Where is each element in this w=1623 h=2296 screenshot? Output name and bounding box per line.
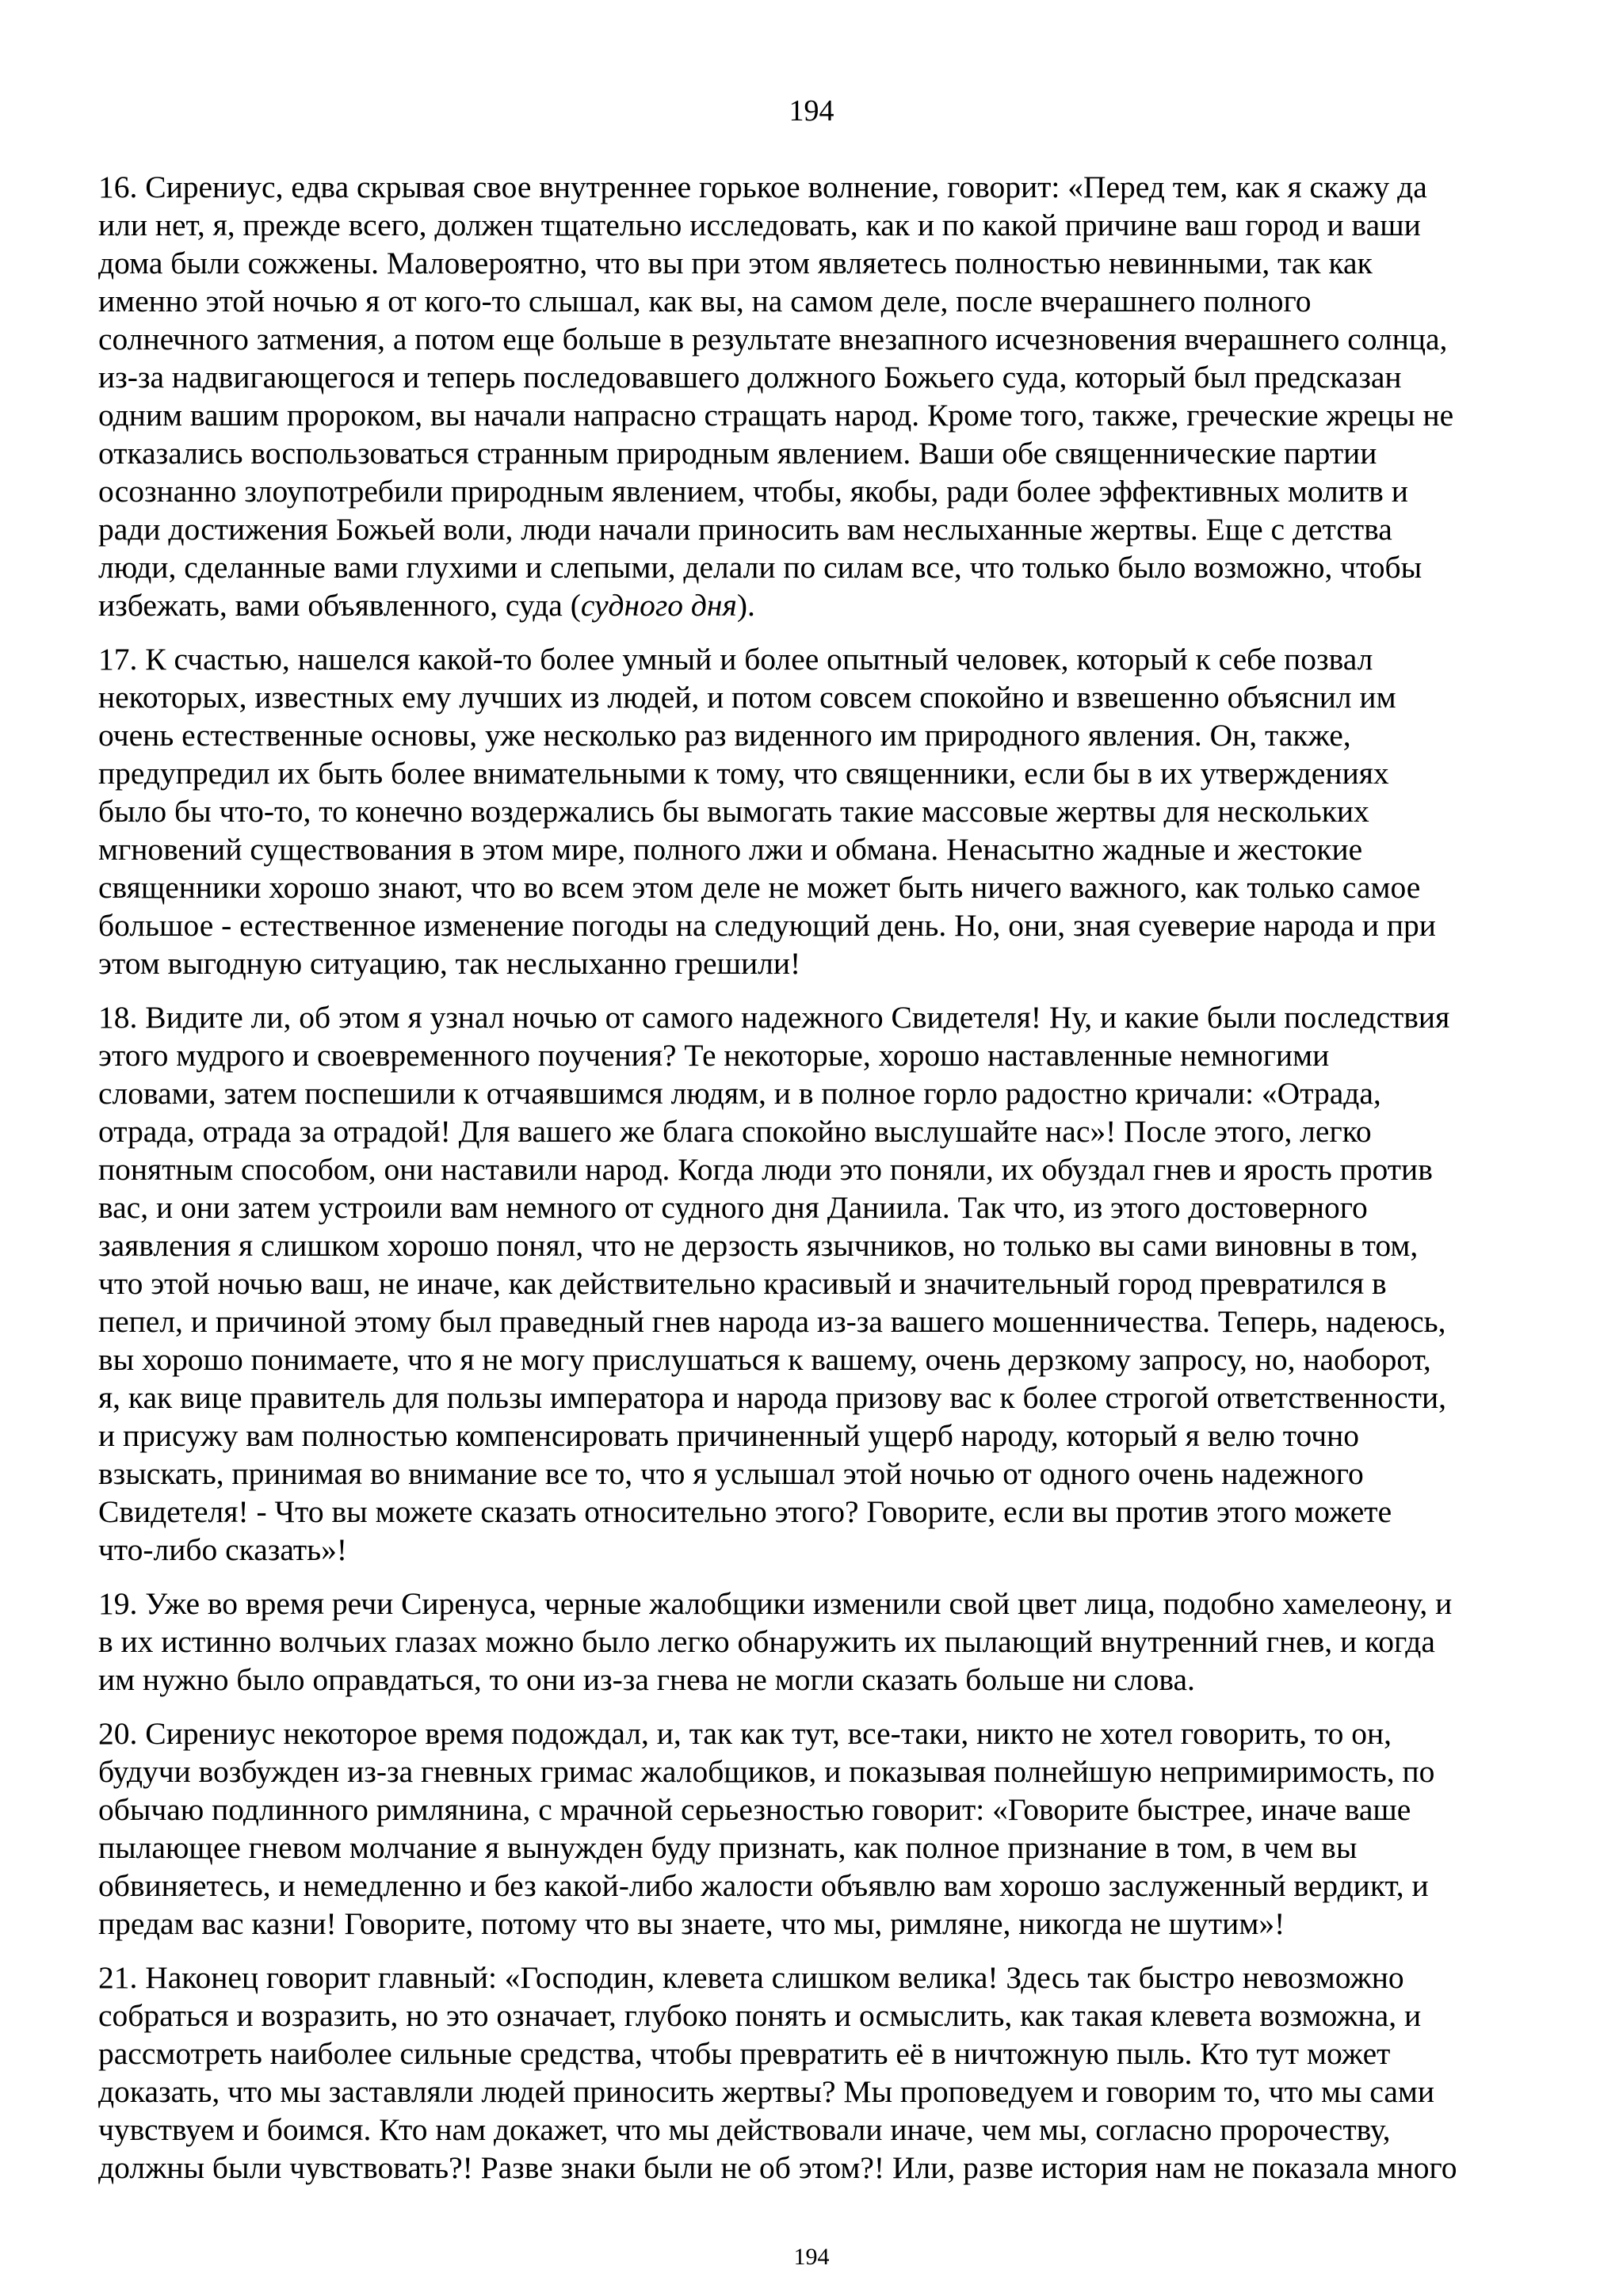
text-line: предам вас казни! Говорите, потому что вы знаете, что мы, римляне, никогда не шутим»! xyxy=(98,1906,1285,1941)
text-line: что этой ночью ваш, не иначе, как действительно красивый и значительный город превратился в xyxy=(98,1266,1387,1301)
text-line: 20. Сирениус некоторое время подождал, и, так как тут, все-таки, никто не хотел говорить, то он, xyxy=(98,1716,1392,1751)
text-line: пепел, и причиной этому был праведный гнев народа из-за вашего мошенничества. Теперь, надеюсь, xyxy=(98,1304,1446,1339)
text-line: предупредил их быть более внимательными к тому, что священники, если бы в их утверждениях xyxy=(98,756,1389,791)
text-line: обычаю подлинного римлянина, с мрачной серьезностью говорит: «Говорите быстрее, иначе ваше xyxy=(98,1792,1411,1827)
text-line: 21. Наконец говорит главный: «Господин, клевета слишком велика! Здесь так быстро невозможно xyxy=(98,1960,1404,1995)
text-line: собраться и возразить, но это означает, глубоко понять и осмыслить, как такая клевета возможна, и xyxy=(98,1998,1422,2033)
text-line: им нужно было оправдаться, то они из-за гнева не могли сказать больше ни слова. xyxy=(98,1662,1195,1697)
text-line: некоторых, известных ему лучших из людей, и потом совсем спокойно и взвешенно объяснил им xyxy=(98,680,1396,715)
text-line: этом выгодную ситуацию, так неслыханно грешили! xyxy=(98,946,801,981)
document-body xyxy=(98,168,1525,2203)
text-segment: ). xyxy=(736,588,755,623)
paragraph-21 xyxy=(98,1958,1525,2187)
text-line: взыскать, принимая во внимание все то, что я услышал этой ночью от одного очень надежного xyxy=(98,1456,1364,1491)
text-line: именно этой ночью я от кого-то слышал, как вы, на самом деле, после вчерашнего полного xyxy=(98,284,1312,318)
text-line: вы хорошо понимаете, что я не могу прислушаться к вашему, очень дерзкому запросу, но, наоборот, xyxy=(98,1342,1431,1377)
text-line: священники хорошо знают, что во всем этом деле не может быть ничего важного, как только самое xyxy=(98,870,1421,905)
text-line: вас, и они затем устроили вам немного от судного дня Даниила. Так что, из этого достоверного xyxy=(98,1190,1368,1225)
text-segment: избежать, вами объявленного, суда ( xyxy=(98,588,581,623)
text-line: 18. Видите ли, об этом я узнал ночью от самого надежного Свидетеля! Ну, и какие были последствия xyxy=(98,1000,1450,1035)
text-line: заявления я слишком хорошо понял, что не дерзость язычников, но только вы сами виновны в том, xyxy=(98,1228,1419,1263)
text-line: и присужу вам полностью компенсировать причиненный ущерб народу, который я велю точно xyxy=(98,1418,1359,1453)
text-line: понятным способом, они наставили народ. Когда люди это поняли, их обуздал гнев и ярость против xyxy=(98,1152,1433,1187)
text-line: отказались воспользоваться странным природным явлением. Ваши обе священнические партии xyxy=(98,436,1377,471)
text-line-last xyxy=(98,586,1525,624)
paragraph-16 xyxy=(98,168,1525,624)
paragraph-19 xyxy=(98,1585,1525,1699)
text-line: 19. Уже во время речи Сиренуса, черные жалобщики изменили свой цвет лица, подобно хамелеону, и xyxy=(98,1586,1453,1621)
text-line: мгновений существования в этом мире, полного лжи и обмана. Ненасытно жадные и жестокие xyxy=(98,832,1363,867)
text-line: ради достижения Божьей воли, люди начали приносить вам неслыханные жертвы. Еще с детства xyxy=(98,512,1392,547)
text-line: в их истинно волчьих глазах можно было легко обнаружить их пылающий внутренний гнев, и когда xyxy=(98,1624,1435,1659)
italic-phrase: судного дня xyxy=(580,588,737,623)
text-line: Свидетеля! - Что вы можете сказать относительно этого? Говорите, если вы против этого можете xyxy=(98,1494,1392,1529)
paragraph-20 xyxy=(98,1714,1525,1943)
text-line: или нет, я, прежде всего, должен тщательно исследовать, как и по какой причине ваш город и ваши xyxy=(98,208,1421,242)
text-line: очень естественные основы, уже несколько раз виденного им природного явления. Он, также, xyxy=(98,718,1351,753)
text-line: рассмотреть наиболее сильные средства, чтобы превратить её в ничтожную пыль. Кто тут может xyxy=(98,2036,1391,2071)
text-line: будучи возбужден из-за гневных гримас жалобщиков, и показывая полнейшую непримиримость, по xyxy=(98,1754,1435,1789)
text-line: словами, затем поспешили к отчаявшимся людям, и в полное горло радостно кричали: «Отрада, xyxy=(98,1076,1381,1111)
text-line: этого мудрого и своевременного поучения? Те некоторые, хорошо наставленные немногими xyxy=(98,1038,1330,1073)
text-line: отрада, отрада за отрадой! Для вашего же блага спокойно выслушайте нас»! После этого, легко xyxy=(98,1114,1372,1149)
text-line: 16. Сирениус, едва скрывая свое внутреннее горькое волнение, говорит: «Перед тем, как я скажу да xyxy=(98,170,1427,204)
text-line: одним вашим пророком, вы начали напрасно стращать народ. Кроме того, также, греческие жрецы не xyxy=(98,398,1454,433)
text-line: доказать, что мы заставляли людей приносить жертвы? Мы проповедуем и говорим то, что мы сами xyxy=(98,2074,1435,2109)
text-line: дома были сожжены. Маловероятно, что вы при этом являетесь полностью невинными, так как xyxy=(98,246,1373,280)
paragraph-18 xyxy=(98,998,1525,1569)
text-line: пылающее гневом молчание я вынужден буду признать, как полное признание в том, в чем вы xyxy=(98,1830,1358,1865)
text-line: люди, сделанные вами глухими и слепыми, делали по силам все, что только было возможно, чтобы xyxy=(98,550,1423,585)
page-number-bottom: 194 xyxy=(793,2244,830,2270)
text-line: должны были чувствовать?! Разве знаки были не об этом?! Или, разве история нам не показала много xyxy=(98,2150,1457,2185)
text-line: осознанно злоупотребили природным явлением, чтобы, якобы, ради более эффективных молитв и xyxy=(98,474,1408,509)
text-line: чувствуем и боимся. Кто нам докажет, что мы действовали иначе, чем мы, согласно пророчеству, xyxy=(98,2112,1391,2147)
text-line: я, как вице правитель для пользы императора и народа призову вас к более строгой ответственности, xyxy=(98,1380,1446,1415)
text-line: из-за надвигающегося и теперь последовавшего должного Божьего суда, который был предсказан xyxy=(98,360,1402,395)
text-line: 17. К счастью, нашелся какой-то более умный и более опытный человек, который к себе позвал xyxy=(98,642,1373,677)
text-line: солнечного затмения, а потом еще больше в результате внезапного исчезновения вчерашнего солнца, xyxy=(98,322,1448,357)
page-number-top: 194 xyxy=(789,94,834,128)
paragraph-17 xyxy=(98,640,1525,982)
text-line: было бы что-то, то конечно воздержались бы вымогать такие массовые жертвы для нескольких xyxy=(98,794,1369,829)
text-line: что-либо сказать»! xyxy=(98,1532,348,1567)
text-line: большое - естественное изменение погоды на следующий день. Но, они, зная суеверие народа и при xyxy=(98,908,1436,943)
text-line: обвиняетесь, и немедленно и без какой-либо жалости объявлю вам хорошо заслуженный вердикт, и xyxy=(98,1868,1429,1903)
